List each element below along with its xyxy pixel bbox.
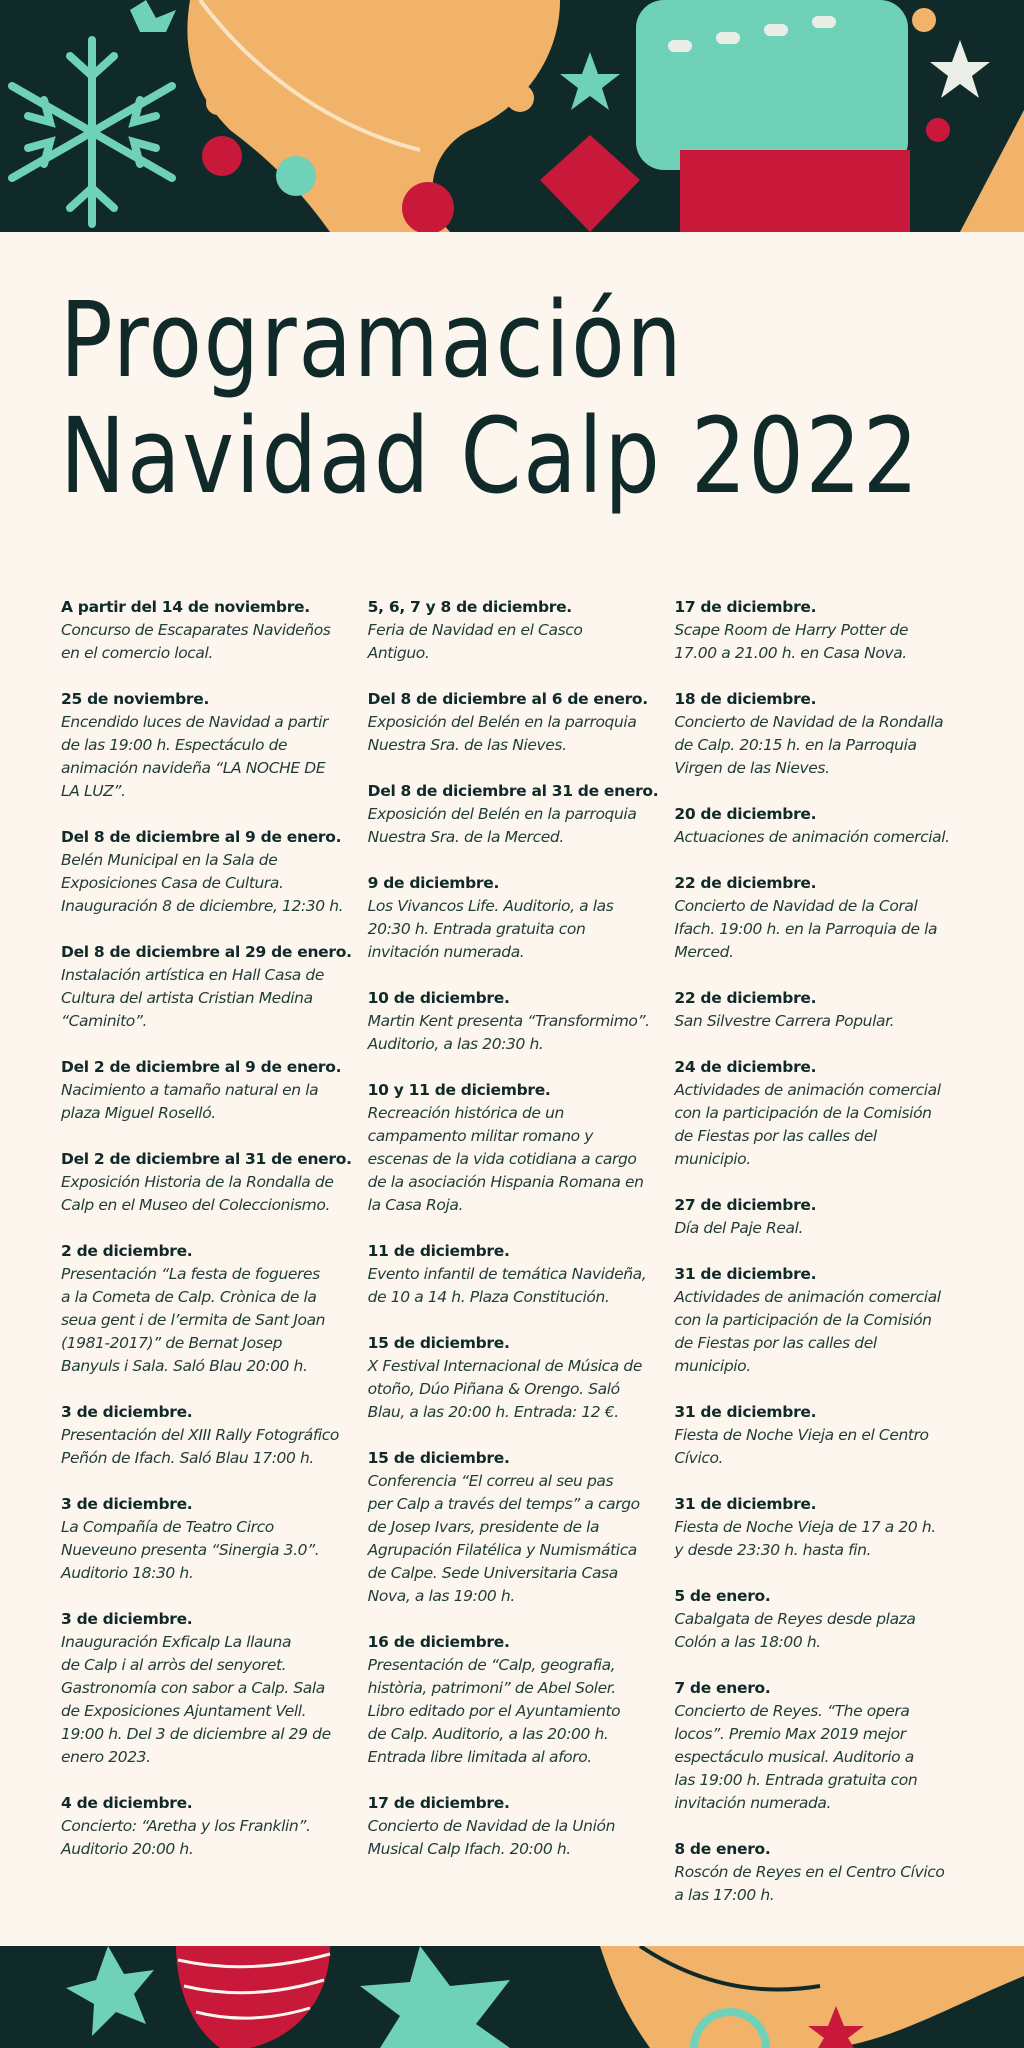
event-entry xyxy=(674,1263,981,1378)
event-date: 5 de enero. xyxy=(674,1587,771,1605)
event-description: Actuaciones de animación comercial. xyxy=(674,828,950,846)
event-entry xyxy=(368,1792,675,1861)
page-title xyxy=(60,279,920,517)
event-description: Actividades de animación comercial con la participación de la Comisión de Fiestas por las calles del municipio. xyxy=(674,1288,941,1375)
event-date: 27 de diciembre. xyxy=(674,1196,817,1214)
event-entry xyxy=(368,872,675,964)
event-date: 17 de diciembre. xyxy=(367,1794,510,1812)
event-description: Presentación “La festa de fogueres a la Cometa de Calp. Crònica de la seua gent i de l’ermita de Sant Joan (1981-2017)” de Bernat Josep Banyuls i Sala. Saló Blau 20:00 h. xyxy=(61,1265,326,1375)
event-description: Los Vivancos Life. Auditorio, a las 20:30 h. Entrada gratuita con invitación numerada. xyxy=(367,897,614,961)
event-entry xyxy=(674,872,981,964)
event-entry xyxy=(61,1608,368,1769)
title-line-2: Navidad Calp 2022 xyxy=(60,395,920,517)
top-decorative-banner xyxy=(0,0,1024,232)
event-description: Actividades de animación comercial con la participación de la Comisión de Fiestas por las calles del municipio. xyxy=(674,1081,941,1168)
event-description: Instalación artística en Hall Casa de Cultura del artista Cristian Medina “Caminito”. xyxy=(61,966,324,1030)
event-column-1 xyxy=(61,596,368,1916)
event-date: 22 de diciembre. xyxy=(674,874,817,892)
event-description: Cabalgata de Reyes desde plaza Colón a las 18:00 h. xyxy=(674,1610,916,1651)
event-date: 9 de diciembre. xyxy=(367,874,500,892)
event-description: Exposición del Belén en la parroquia Nuestra Sra. de la Merced. xyxy=(367,805,637,846)
event-description: Exposición Historia de la Rondalla de Calp en el Museo del Coleccionismo. xyxy=(61,1173,334,1214)
event-date: 22 de diciembre. xyxy=(674,989,817,1007)
event-description: Scape Room de Harry Potter de 17.00 a 21.00 h. en Casa Nova. xyxy=(674,621,909,662)
event-entry xyxy=(674,1585,981,1654)
event-description: Exposición del Belén en la parroquia Nuestra Sra. de las Nieves. xyxy=(367,713,637,754)
event-columns xyxy=(61,596,981,1916)
event-date: Del 8 de diciembre al 6 de enero. xyxy=(367,690,648,708)
event-entry xyxy=(61,941,368,1033)
event-column-2 xyxy=(368,596,675,1916)
event-description: Presentación de “Calp, geografia, història, patrimoni” de Abel Soler. Libro editado por el Ayuntamiento de Calp. Auditorio, a las 20:00 h. Entrada libre limitada al aforo. xyxy=(367,1656,621,1766)
event-date: Del 8 de diciembre al 29 de enero. xyxy=(61,943,352,961)
event-entry xyxy=(61,596,368,665)
event-entry xyxy=(61,1148,368,1217)
event-entry xyxy=(368,1332,675,1424)
event-date: 10 de diciembre. xyxy=(367,989,510,1007)
event-entry xyxy=(674,1194,981,1240)
event-entry xyxy=(674,1838,981,1907)
event-description: Presentación del XIII Rally Fotográfico Peñón de Ifach. Saló Blau 17:00 h. xyxy=(61,1426,340,1467)
event-description: La Compañía de Teatro Circo Nueveuno presenta “Sinergia 3.0”. Auditorio 18:30 h. xyxy=(61,1518,320,1582)
event-description: Inauguración Exficalp La llauna de Calp i al arròs del senyoret. Gastronomía con sabor a Calp. Sala de Exposiciones Ajuntament Vell. 19:00 h. Del 3 de diciembre al 29 de enero 2023. xyxy=(61,1633,331,1766)
event-date: 25 de noviembre. xyxy=(61,690,210,708)
event-description: Fiesta de Noche Vieja de 17 a 20 h. y desde 23:30 h. hasta fin. xyxy=(674,1518,936,1559)
event-date: 18 de diciembre. xyxy=(674,690,817,708)
event-date: 2 de diciembre. xyxy=(61,1242,193,1260)
event-date: 10 y 11 de diciembre. xyxy=(367,1081,551,1099)
event-date: 24 de diciembre. xyxy=(674,1058,817,1076)
event-entry xyxy=(61,1401,368,1470)
title-line-1: Programación xyxy=(60,279,684,401)
event-date: 31 de diciembre. xyxy=(674,1495,817,1513)
event-description: Concierto de Navidad de la Rondalla de Calp. 20:15 h. en la Parroquia Virgen de las Nieves. xyxy=(674,713,944,777)
event-entry xyxy=(368,596,675,665)
event-description: Concierto de Navidad de la Coral Ifach. 19:00 h. en la Parroquia de la Merced. xyxy=(674,897,938,961)
event-entry xyxy=(368,987,675,1056)
event-date: 20 de diciembre. xyxy=(674,805,817,823)
event-entry xyxy=(61,1493,368,1585)
event-entry xyxy=(368,1447,675,1608)
event-description: Roscón de Reyes en el Centro Cívico a las 17:00 h. xyxy=(674,1863,945,1904)
event-date: A partir del 14 de noviembre. xyxy=(61,598,310,616)
event-entry xyxy=(674,803,981,849)
event-description: Día del Paje Real. xyxy=(674,1219,804,1237)
event-entry xyxy=(368,1631,675,1769)
event-date: 16 de diciembre. xyxy=(367,1633,510,1651)
event-entry xyxy=(674,1056,981,1171)
event-entry xyxy=(674,1401,981,1470)
event-description: X Festival Internacional de Música de otoño, Dúo Piñana & Orengo. Saló Blau, a las 20:00 h. Entrada: 12 €. xyxy=(367,1357,643,1421)
event-date: Del 8 de diciembre al 31 de enero. xyxy=(367,782,659,800)
event-date: 11 de diciembre. xyxy=(367,1242,510,1260)
event-entry xyxy=(368,780,675,849)
event-entry xyxy=(674,688,981,780)
event-entry xyxy=(674,596,981,665)
event-date: 3 de diciembre. xyxy=(61,1610,193,1628)
event-description: Evento infantil de temática Navideña, de 10 a 14 h. Plaza Constitución. xyxy=(367,1265,647,1306)
event-date: Del 8 de diciembre al 9 de enero. xyxy=(61,828,342,846)
event-entry xyxy=(61,826,368,918)
bottom-decorative-banner xyxy=(0,1946,1024,2048)
event-entry xyxy=(368,1240,675,1309)
event-date: 15 de diciembre. xyxy=(367,1334,510,1352)
event-entry xyxy=(368,1079,675,1217)
event-description: Concurso de Escaparates Navideños en el comercio local. xyxy=(61,621,331,662)
event-entry xyxy=(61,1056,368,1125)
event-entry xyxy=(674,987,981,1033)
event-date: Del 2 de diciembre al 31 de enero. xyxy=(61,1150,352,1168)
event-description: Concierto de Reyes. “The opera locos”. Premio Max 2019 mejor espectáculo musical. Auditorio a las 19:00 h. Entrada gratuita con invitación numerada. xyxy=(674,1702,918,1812)
event-date: 8 de enero. xyxy=(674,1840,771,1858)
event-date: 5, 6, 7 y 8 de diciembre. xyxy=(367,598,572,616)
event-description: Encendido luces de Navidad a partir de las 19:00 h. Espectáculo de animación navideña “LA NOCHE DE LA LUZ”. xyxy=(61,713,328,800)
event-entry xyxy=(674,1677,981,1815)
event-date: 4 de diciembre. xyxy=(61,1794,193,1812)
event-entry xyxy=(674,1493,981,1562)
event-date: 17 de diciembre. xyxy=(674,598,817,616)
event-entry xyxy=(61,1240,368,1378)
event-date: 7 de enero. xyxy=(674,1679,771,1697)
event-description: Belén Municipal en la Sala de Exposiciones Casa de Cultura. Inauguración 8 de diciembre, 12:30 h. xyxy=(61,851,344,915)
event-description: Recreación histórica de un campamento militar romano y escenas de la vida cotidiana a cargo de la asociación Hispania Romana en la Casa Roja. xyxy=(367,1104,644,1214)
event-date: 31 de diciembre. xyxy=(674,1403,817,1421)
event-description: Concierto: “Aretha y los Franklin”. Auditorio 20:00 h. xyxy=(61,1817,311,1858)
event-entry xyxy=(368,688,675,757)
event-description: Fiesta de Noche Vieja en el Centro Cívico. xyxy=(674,1426,929,1467)
event-column-3 xyxy=(674,596,981,1916)
event-description: Concierto de Navidad de la Unión Musical Calp Ifach. 20:00 h. xyxy=(367,1817,616,1858)
event-date: 3 de diciembre. xyxy=(61,1495,193,1513)
event-entry xyxy=(61,688,368,803)
event-entry xyxy=(61,1792,368,1861)
event-date: 15 de diciembre. xyxy=(367,1449,510,1467)
event-date: 3 de diciembre. xyxy=(61,1403,193,1421)
event-description: San Silvestre Carrera Popular. xyxy=(674,1012,895,1030)
event-date: 31 de diciembre. xyxy=(674,1265,817,1283)
event-description: Feria de Navidad en el Casco Antiguo. xyxy=(367,621,583,662)
event-date: Del 2 de diciembre al 9 de enero. xyxy=(61,1058,342,1076)
event-description: Martin Kent presenta “Transformimo”. Auditorio, a las 20:30 h. xyxy=(367,1012,650,1053)
event-description: Conferencia “El correu al seu pas per Calp a través del temps” a cargo de Josep Ivars, presidente de la Agrupación Filatélica y Numismática de Calpe. Sede Universitaria Casa Nova, a las 19:00 h. xyxy=(367,1472,640,1605)
event-description: Nacimiento a tamaño natural en la plaza Miguel Roselló. xyxy=(61,1081,319,1122)
